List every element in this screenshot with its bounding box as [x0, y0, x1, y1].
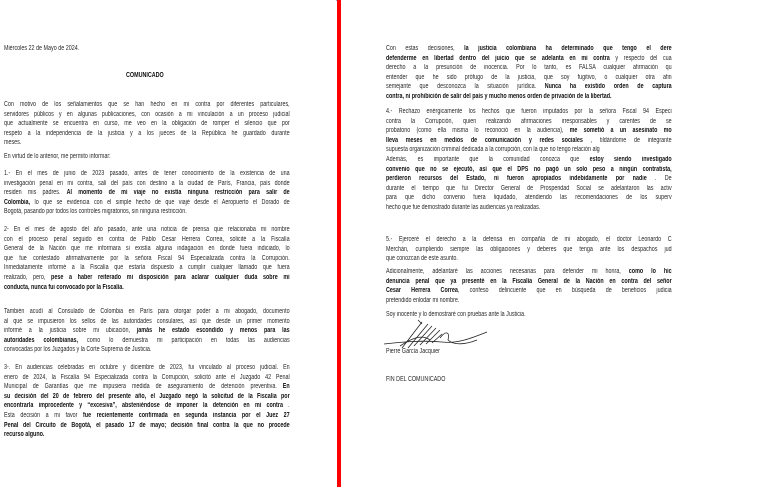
- bold-text: Colombia,: [4, 198, 31, 206]
- paragraph-point-1: [4, 169, 375, 217]
- text-line: [4, 401, 290, 411]
- text-line: [386, 286, 672, 296]
- text-line: [4, 382, 290, 392]
- text-line: [4, 283, 290, 293]
- text-line: [386, 145, 672, 155]
- text-line: [4, 129, 290, 139]
- text-line: [386, 44, 672, 54]
- text: Municipal de Garantías que me impusiera medida de aseguramiento de detención preventiva.: [4, 383, 283, 391]
- text-line: [386, 54, 672, 64]
- text: entender que he sido prófugo de la justicia, que soy fugitivo, o cualquier otra afin: [386, 73, 672, 81]
- text: investigación penal en mi contra, salí del país con destino a la ciudad de París, Francia, país donde: [4, 179, 290, 187]
- intro-line: En virtud de lo anterior, me permito informar:: [4, 153, 111, 160]
- text-line: [386, 296, 672, 306]
- text: realizado, pero,: [4, 273, 52, 281]
- text: que fue contestado afirmativamente por la señora Fiscal 94 Especializada contra la Corrupción.: [4, 254, 290, 262]
- text-line: [386, 136, 672, 146]
- paragraph-point-2: [4, 225, 375, 292]
- text-line: [386, 184, 672, 194]
- bold-text: Cesar Herrera Correa: [386, 287, 458, 295]
- text-line: [4, 307, 290, 317]
- text-line: [4, 411, 290, 421]
- text: Adicionalmente, adelantaré las acciones necesarias para defender mi honra,: [386, 268, 629, 275]
- paragraph-point-3: [4, 363, 375, 440]
- bold-text: autoridades colombianas,: [4, 336, 79, 344]
- text: pretendido enlodar mi nombre.: [386, 296, 460, 304]
- text-line: [4, 273, 290, 283]
- text-line: [4, 373, 290, 383]
- text-line: [4, 169, 290, 179]
- text: semejante que desconozca la situación jurídica.: [386, 83, 545, 91]
- text: para que dicho convenio fuera liquidado, atendiendo las recomendaciones de los superv: [386, 194, 672, 202]
- text: Además, es importante que la comunidad conozca que: [386, 156, 590, 163]
- paragraph-point-4: [386, 107, 757, 155]
- text-line: [386, 107, 672, 117]
- text-line: [4, 179, 290, 189]
- paragraph-consulate: [4, 307, 375, 355]
- signer-name: Pierre García Jacquier: [386, 348, 440, 355]
- text: Bogotá, pasando por todos los controles migratorios, sin ninguna restricción.: [4, 208, 187, 216]
- text: como lo demuestra mi participación en todas las audiencias: [78, 336, 290, 344]
- bold-text: como lo hic: [628, 268, 672, 275]
- text: Esta decisión a mi favor: [4, 411, 84, 419]
- text: 2- En el mes de agosto del año pasado, ante una noticia de prensa que relacionaba mi nombre: [4, 226, 290, 233]
- text: También acudí al Consulado de Colombia en París para otorgar poder a mi abogado, documento: [4, 308, 290, 315]
- paragraph-intro: [4, 100, 375, 148]
- text-line: [386, 73, 672, 83]
- text-line: [4, 421, 290, 431]
- text: informé a la justicia sobre mi ubicación,: [4, 327, 137, 335]
- text: . De: [646, 175, 672, 183]
- text-line: [386, 193, 672, 203]
- text: 4.- Rechazo enérgicamente los hechos que fueron imputados por la señora Fiscal 94 Especi: [386, 108, 672, 115]
- text-line: [386, 63, 672, 73]
- text-line: [386, 165, 672, 175]
- text: Merchán, cumpliendo siempre las obligaciones y deberes que tenga ante los despachos jud: [386, 245, 672, 253]
- bold-text: defenderme en libertad dentro del juicio que se adelanta en mi contra: [386, 54, 610, 62]
- text: que conozcan de este asunto.: [386, 255, 458, 263]
- closing-statement: Soy inocente y lo demostraré con pruebas ante la Justicia.: [386, 311, 526, 318]
- text-line: [386, 245, 672, 255]
- date-line: Miércoles 22 de Mayo de 2024.: [4, 45, 80, 52]
- text: supuesta organización criminal dedicada a la corrupción, con la que no tengo relación alg: [386, 146, 600, 154]
- text-line: [4, 110, 290, 120]
- text-line: [386, 267, 672, 277]
- text: .: [282, 402, 290, 410]
- text-line: [4, 100, 290, 110]
- text-line: [4, 317, 290, 327]
- text-line: [386, 254, 672, 264]
- bold-text: lleva meses en medios de comunicación y redes sociales: [386, 136, 583, 144]
- text-line: [4, 244, 290, 254]
- text: 1.- En el mes de junio de 2023 pasado, antes de tener conocimiento de la existencia de una: [4, 170, 290, 177]
- bold-text: convenio que no se ejecutó, así que el DPS no pagó un solo peso a ningún contratista,: [386, 165, 672, 173]
- text-line: [4, 188, 290, 198]
- text: con el proceso penal seguido en contra de Pablo Cesar Herrera Correa, solicité a la Fiscalía: [4, 235, 290, 243]
- bold-text: contra, ni prohibición de salir del país y mucho menos orden de privación de la libertad.: [386, 92, 612, 100]
- text: contra la Corrupción, quien realizando afirmaciones irresponsables y carentes de se: [386, 117, 672, 125]
- text: residen mis padres.: [4, 189, 67, 197]
- text-line: [4, 138, 290, 148]
- text-line: [4, 430, 290, 440]
- text: respeto a la independencia de la justicia y a los jueces de la República he guardado durante: [4, 129, 290, 137]
- text: meses.: [4, 139, 22, 147]
- paragraph-point-5: [386, 235, 757, 264]
- text-line: [386, 277, 672, 287]
- document-title: COMUNICADO: [126, 72, 164, 79]
- bold-text: me sometió a un asesinato mo: [569, 127, 672, 135]
- text-line: [386, 235, 672, 245]
- bold-text: jamás he estado escondido y menos para las: [136, 327, 290, 335]
- text-line: [4, 345, 290, 355]
- text-line: [4, 207, 290, 217]
- text: Con estas decisiones,: [386, 45, 465, 52]
- bold-text: estoy siendo investigado: [589, 156, 672, 163]
- text: y respecto del cua: [609, 54, 672, 62]
- bold-text: pese a haber reiterado mi disposición para aclarar cualquier duda sobre mi: [51, 273, 290, 281]
- text-line: [386, 82, 672, 92]
- paragraph-investigation: [386, 155, 757, 213]
- text-line: [4, 225, 290, 235]
- text: hecho que fue demostrado durante las audiencias ya realizadas.: [386, 203, 541, 211]
- bold-text: En: [282, 383, 290, 391]
- text: 5.- Ejerceré el derecho a la defensa en compañía de mi abogado, el doctor Leonardo C: [386, 236, 672, 243]
- bold-text: Al momento de mi viaje no existía ninguna restricción para salir de: [66, 189, 290, 197]
- paragraph-additional: [386, 267, 757, 305]
- text: General de la Nación que me informara si existía alguna indagación en donde fuera indiciado, lo: [4, 245, 290, 253]
- text-line: [4, 198, 290, 208]
- bold-text: la justicia colombiana ha determinado que tengo el dere: [464, 45, 672, 52]
- text: convocadas por los Juzgados y la Corte Suprema de Justicia.: [4, 346, 152, 354]
- text-line: [4, 326, 290, 336]
- document-page-1: [0, 0, 336, 487]
- text: Inmediatamente informé a la Fiscalía que estaría dispuesto a cumplir cualquier llamado que fuera: [4, 264, 290, 272]
- text: servidores públicos y en algunas publicaciones, con ocasión a mi vinculación a un proceso judicial: [4, 110, 290, 118]
- bold-text: Penal del Circuito de Bogotá, el pasado 17 de mayo; decisión final contra la que no procede: [4, 421, 290, 429]
- text: Con motivo de los señalamientos que se han hecho en mi contra por diferentes particulares,: [4, 101, 290, 108]
- bold-text: conducta, nunca fui convocado por la Fiscalía.: [4, 283, 124, 291]
- text: , confeso delincuente que en búsqueda de beneficios judicia: [457, 287, 672, 295]
- text: probatorio (como ella misma lo reconoció en la audiencia),: [386, 127, 570, 135]
- text-line: [4, 392, 290, 402]
- document-page-2: [341, 0, 672, 487]
- text-line: [386, 126, 672, 136]
- bold-text: su decisión del 20 de febrero del presente año, el Juzgado negó la solicitud de la Fiscalía por: [4, 392, 290, 400]
- text-line: [4, 119, 290, 129]
- bold-text: encontrarla improcedente y “excesiva”, absteniéndose de imponer la detención en mi contra: [4, 402, 283, 410]
- text: derecho a la presunción de inocencia. Por lo tanto, es FALSA cualquier afirmación qu: [386, 64, 672, 72]
- text-line: [386, 117, 672, 127]
- text-line: [386, 203, 672, 213]
- text: , tildándome de integrante: [582, 136, 672, 144]
- text-line: [386, 92, 672, 102]
- text-line: [4, 254, 290, 264]
- bold-text: Nunca ha existido orden de captura: [544, 83, 672, 91]
- text: 3-. En audiencias celebradas en octubre y diciembre de 2023, fui vinculado al proceso judicial. En: [4, 364, 290, 371]
- signature-image: [382, 318, 492, 350]
- bold-text: fue recientemente confirmada en segunda instancia por el Juez 27: [83, 411, 290, 419]
- text: durante el tiempo que fui Director General de Prosperidad Social se adelantaron las activ: [386, 184, 672, 192]
- end-of-statement: FIN DEL COMUNICADO: [386, 376, 446, 383]
- text-line: [4, 336, 290, 346]
- bold-text: perdieron recursos del Estado, ni fueron apropiados indebidamente por nadie: [386, 175, 647, 183]
- text: lo que se evidencia con el simple hecho de que viajé desde el Aeropuerto el Dorado de: [30, 198, 290, 206]
- text: que actualmente se encuentra en curso, me veo en la obligación de romper el silencio que por: [4, 120, 290, 128]
- text-line: [4, 363, 290, 373]
- paragraph-decisions: [386, 44, 757, 102]
- bold-text: recurso alguno.: [4, 431, 45, 439]
- text: enero de 2024, la Fiscalía 94 Especializada contra la Corrupción, solicitó ante el Juzgado 42 Penal: [4, 373, 290, 381]
- text-line: [386, 174, 672, 184]
- text: al que se impusieron los sellos de las autoridades consulares, así que desde un primer momento: [4, 317, 290, 325]
- text-line: [4, 235, 290, 245]
- text-line: [4, 263, 290, 273]
- bold-text: denuncia penal que ya presenté en la Fiscalía General de la Nación en contra del señor: [386, 277, 672, 285]
- text-line: [386, 155, 672, 165]
